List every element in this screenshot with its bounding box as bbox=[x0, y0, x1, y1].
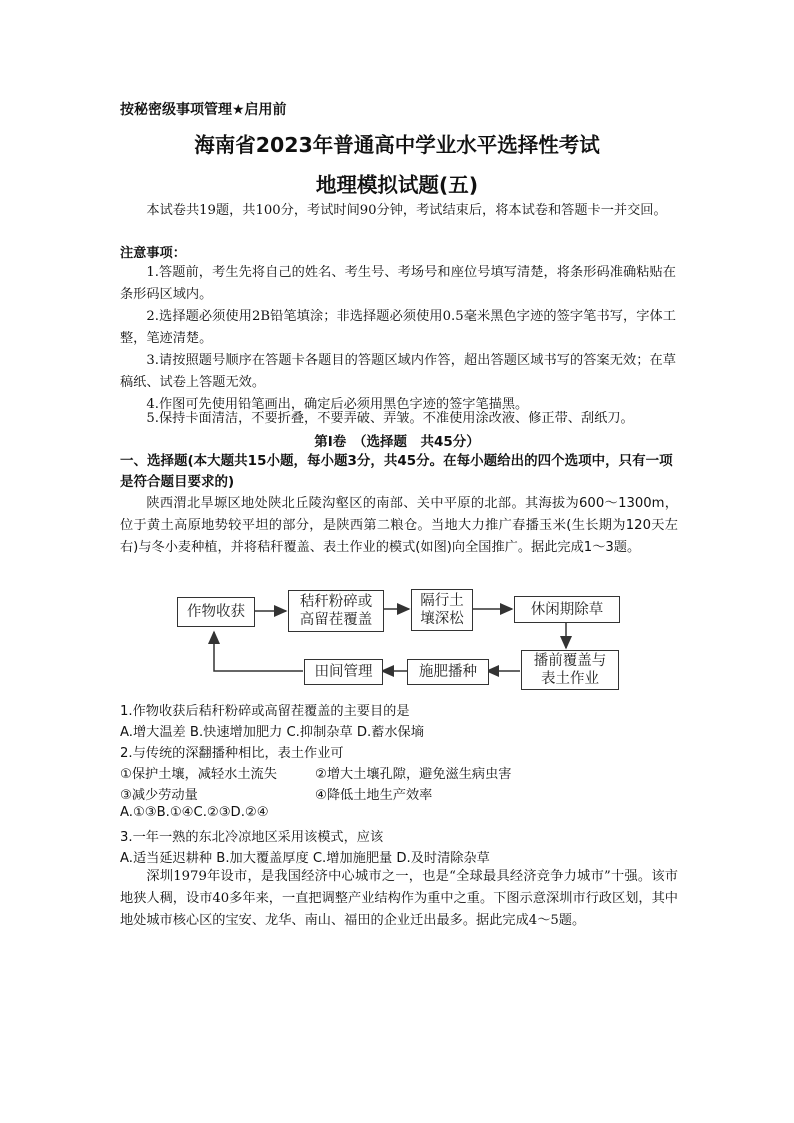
flow-box-fallow-weeding-label: 休闲期除草 bbox=[530, 601, 604, 618]
flow-box-straw-cover-line2: 高留茬覆盖 bbox=[299, 612, 373, 628]
question-2-statement-1: ①保护土壤，减轻水土流失 bbox=[120, 767, 277, 782]
question-3-options: A.适当延迟耕种 B.加大覆盖厚度 C.增加施肥量 D.及时清除杂草 bbox=[120, 851, 490, 866]
question-2-statement-3: ③减少劳动量 bbox=[120, 788, 198, 803]
context-paragraph-2: 深圳1979年设市，是我国经济中心城市之一，也是“全球最具经济竞争力城市”十强。该市地狭人稠，设市40多年来，一直把调整产业结构作为重中之重。下图示意深圳市行政区划，其中地处城市核心区的宝安、龙华、南山、福田的企业迁出最多。据此完成4～5题。 bbox=[120, 869, 678, 928]
flow-box-fertilize-sow-label: 施肥播种 bbox=[419, 664, 477, 680]
flow-box-presowing-cover-line1: 播前覆盖与 bbox=[533, 653, 607, 669]
flow-box-deep-loosening-line1: 隔行土 bbox=[420, 593, 464, 609]
question-3-stem: 3.一年一熟的东北冷凉地区采用该模式，应该 bbox=[120, 830, 384, 845]
exam-subtitle: 地理模拟试题(五) bbox=[315, 173, 479, 197]
flow-box-straw-cover bbox=[288, 590, 384, 632]
flow-box-field-management-label: 田间管理 bbox=[314, 664, 373, 680]
note-item-1: 1.答题前，考生先将自己的姓名、考生号、考场号和座位号填写清楚，将条形码准确粘贴在条形码区域内。 bbox=[120, 265, 676, 302]
flow-box-straw-cover-line1: 秸秆粉碎或 bbox=[299, 594, 373, 610]
question-2-statement-4: ④降低土地生产效率 bbox=[315, 788, 433, 803]
flow-box-fertilize-sow bbox=[407, 659, 489, 685]
confidential-label: 按秘密级事项管理★启用前 bbox=[120, 102, 287, 118]
note-item-5: 5.保持卡面清洁，不要折叠，不要弄破、弄皱。不准使用涂改液、修正带、刮纸刀。 bbox=[146, 411, 634, 426]
section-title: 第Ⅰ卷 （选择题 共45分） bbox=[314, 434, 480, 450]
flow-box-field-management bbox=[304, 659, 383, 685]
intro-paragraph: 本试卷共19题，共100分，考试时间90分钟，考试结束后，将本试卷和答题卡一并交回。 bbox=[146, 203, 667, 218]
note-item-2: 2.选择题必须使用2B铅笔填涂；非选择题必须使用0.5毫米黑色字迹的签字笔书写，字体工整，笔迹清楚。 bbox=[120, 309, 676, 346]
note-item-4: 4.作图可先使用铅笔画出，确定后必须用黑色字迹的签字笔描黑。 bbox=[146, 397, 529, 412]
flow-box-presowing-cover bbox=[521, 650, 619, 690]
flow-box-harvest bbox=[177, 597, 255, 627]
exam-title: 海南省2023年普通高中学业水平选择性考试 bbox=[194, 133, 600, 157]
question-2-statement-2: ②增大土壤孔隙，避免滋生病虫害 bbox=[315, 767, 512, 782]
flow-box-deep-loosening-line2: 壤深松 bbox=[420, 611, 464, 627]
flow-box-presowing-cover-line2: 表土作业 bbox=[541, 671, 599, 687]
flow-box-deep-loosening bbox=[411, 589, 473, 631]
notes-heading: 注意事项： bbox=[120, 246, 186, 261]
choice-section-heading: 一、选择题(本大题共15小题，每小题3分，共45分。在每小题给出的四个选项中，只有一项是符合题目要求的) bbox=[120, 453, 673, 490]
flow-box-harvest-label: 作物收获 bbox=[187, 604, 245, 620]
question-1-stem: 1.作物收获后秸秆粉碎或高留茬覆盖的主要目的是 bbox=[120, 704, 410, 719]
question-2-options: A.①③B.①④C.②③D.②④ bbox=[120, 805, 269, 820]
note-item-3: 3.请按照题号顺序在答题卡各题目的答题区域内作答，超出答题区域书写的答案无效；在草稿纸、试卷上答题无效。 bbox=[120, 353, 676, 390]
context-paragraph-1: 陕西渭北旱塬区地处陕北丘陵沟壑区的南部、关中平原的北部。其海拔为600～1300m，位于黄土高原地势较平坦的部分，是陕西第二粮仓。当地大力推广春播玉米(生长期为120天左右)与冬小麦种植，并将秸秆覆盖、表土作业的模式(如图)向全国推广。据此完成1～3题。 bbox=[120, 496, 678, 555]
flow-box-fallow-weeding bbox=[514, 596, 620, 623]
question-2-stem: 2.与传统的深翻播种相比，表土作业可 bbox=[120, 746, 344, 761]
question-1-options: A.增大温差 B.快速增加肥力 C.抑制杂草 D.蓄水保墒 bbox=[120, 725, 424, 740]
